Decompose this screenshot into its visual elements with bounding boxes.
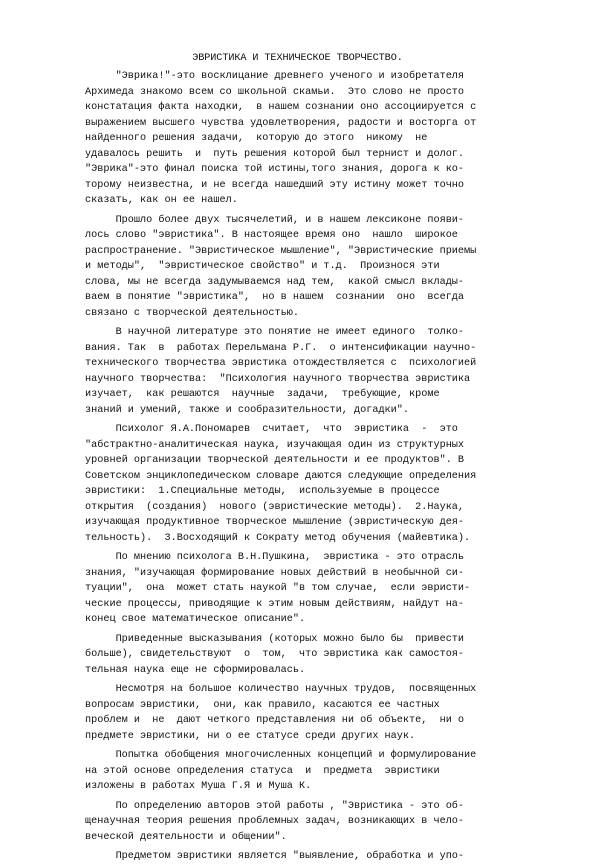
text-line: ческие процессы, приводящие к этим новым действиям, найдут на- xyxy=(85,598,465,610)
text-line: Предметом эвристики является "выявление, обработка и упо- xyxy=(85,851,465,862)
text-line: "абстрактно-аналитическая наука, изучающая один из структурных xyxy=(85,439,465,451)
document-title: ЭВРИСТИКА И ТЕХНИЧЕСКОЕ ТВОРЧЕСТВО. xyxy=(192,53,403,64)
text-line: Прошло более двух тысячелетий, и в нашем лексиконе появи- xyxy=(85,214,465,226)
text-line: Архимеда знакомо всем со школьной скамьи. Это слово не просто xyxy=(85,86,465,98)
text-line: Попытка обобщения многочисленных концепций и формулирование xyxy=(85,750,477,761)
text-line: предмете эвристики, ни о ее статусе среди других наук. xyxy=(85,730,416,742)
paragraph xyxy=(85,799,555,846)
text-line: изучает, как решаются научные задачи, требующие, кроме xyxy=(85,389,440,400)
text-line: конец свое математическое описание". xyxy=(85,614,306,625)
paragraph xyxy=(85,682,555,744)
text-line: слова, мы не всегда задумываемся над тем, какой смысл вклады- xyxy=(85,276,465,288)
text-line: вопросам эвристики, они, как правило, касаются ее частных xyxy=(85,699,440,711)
text-line: выражением высшего чувства удовлетворения, радости и восторга от xyxy=(85,117,477,129)
paragraph xyxy=(85,748,555,795)
text-line: В научной литературе это понятие не имеет единого толко- xyxy=(85,327,465,338)
text-line: "Эврика"-это финал поиска той истины,того знания, дорога к ко- xyxy=(85,164,465,175)
paragraph xyxy=(85,550,555,628)
text-line: "Эврика!"-это восклицание древнего ученого и изобретателя xyxy=(85,71,465,82)
text-line: лось слово "эвристика". В настоящее время оно нашло широкое xyxy=(85,230,458,241)
text-line: торому неизвестна, и не всегда нашедший эту истину может точно xyxy=(85,179,465,191)
text-line: Советском энциклопедическом словаре даются следующие определения xyxy=(85,470,477,482)
text-line: щенаучная теория решения проблемных задач, возникающих в чело- xyxy=(85,816,465,827)
text-line: По мнению психолога В.Н.Пушкина, эвристика - это отрасль xyxy=(85,552,465,563)
text-line: веческой деятельности и общении". xyxy=(85,831,287,843)
text-line: эвристики: 1.Специальные методы, используемые в процессе xyxy=(85,486,440,497)
text-line: распространение. "Эвристическое мышление", "Эвристические приемы xyxy=(85,245,477,257)
text-line: удавалось решить и путь решения которой был тернист и долог. xyxy=(85,148,465,160)
text-line: констатация факта находки, в нашем сознании оно ассоциируется с xyxy=(85,102,477,113)
text-line: технического творчества эвристика отождествляется с психологией xyxy=(85,358,477,369)
text-line: и методы", "эвристическое свойство" и т.д. Произнося эти xyxy=(85,261,440,272)
text-line: научного творчества: "Психология научного творчества эвристика xyxy=(85,373,471,385)
text-line: изучающая продуктивное творческое мышление (эвристическую дея- xyxy=(85,517,465,528)
text-line: знаний и умений, также и сообразительности, догадки". xyxy=(85,404,410,416)
paragraph xyxy=(85,69,555,209)
paragraph xyxy=(85,213,555,322)
text-line: открытия (создания) нового (эвристические методы). 2.Наука, xyxy=(85,501,465,513)
text-line: сказать, как он ее нашел. xyxy=(85,195,238,206)
paragraph xyxy=(85,325,555,418)
text-line: Приведенные высказывания (которых можно было бы привести xyxy=(85,633,465,645)
text-line: тельная наука еще не сформировалась. xyxy=(85,664,306,676)
document-body xyxy=(85,69,555,865)
text-line: связано с творческой деятельностью. xyxy=(85,307,299,319)
text-line: вания. Так в работах Перельмана Р.Г. о интенсификации научно- xyxy=(85,342,477,354)
text-line: на этой основе определения статуса и предмета эвристики xyxy=(85,765,440,777)
text-line: По определению авторов этой работы , "Эвристика - это об- xyxy=(85,800,465,812)
text-line: Несмотря на большое количество научных трудов, посвященных xyxy=(85,684,477,695)
text-line: знания, "изучающая формирование новых действий в необычной си- xyxy=(85,567,465,579)
text-line: ваем в понятие "эвристика", но в нашем сознании оно всегда xyxy=(85,292,465,303)
text-line: найденного решения задачи, которую до этого никому не xyxy=(85,133,428,144)
text-line: больше), свидетельствуют о том, что эвристика как самостоя- xyxy=(85,649,465,660)
text-line: изложены в работах Муша Г.Я и Муша К. xyxy=(85,781,312,792)
text-line: уровней организации творческой деятельности и ее продуктов". В xyxy=(85,455,465,466)
text-line: тельность). 3.Восходящий к Сократу метод обучения (майевтика). xyxy=(85,532,471,544)
text-line: Психолог Я.А.Пономарев считает, что эвристика - это xyxy=(85,424,458,435)
paragraph xyxy=(85,849,555,865)
paragraph xyxy=(85,632,555,679)
paragraph xyxy=(85,422,555,546)
text-line: проблем и не дают четкого представления ни об объекте, ни о xyxy=(85,715,465,726)
text-line: туации", она может стать наукой "в том случае, если эвристи- xyxy=(85,583,471,594)
